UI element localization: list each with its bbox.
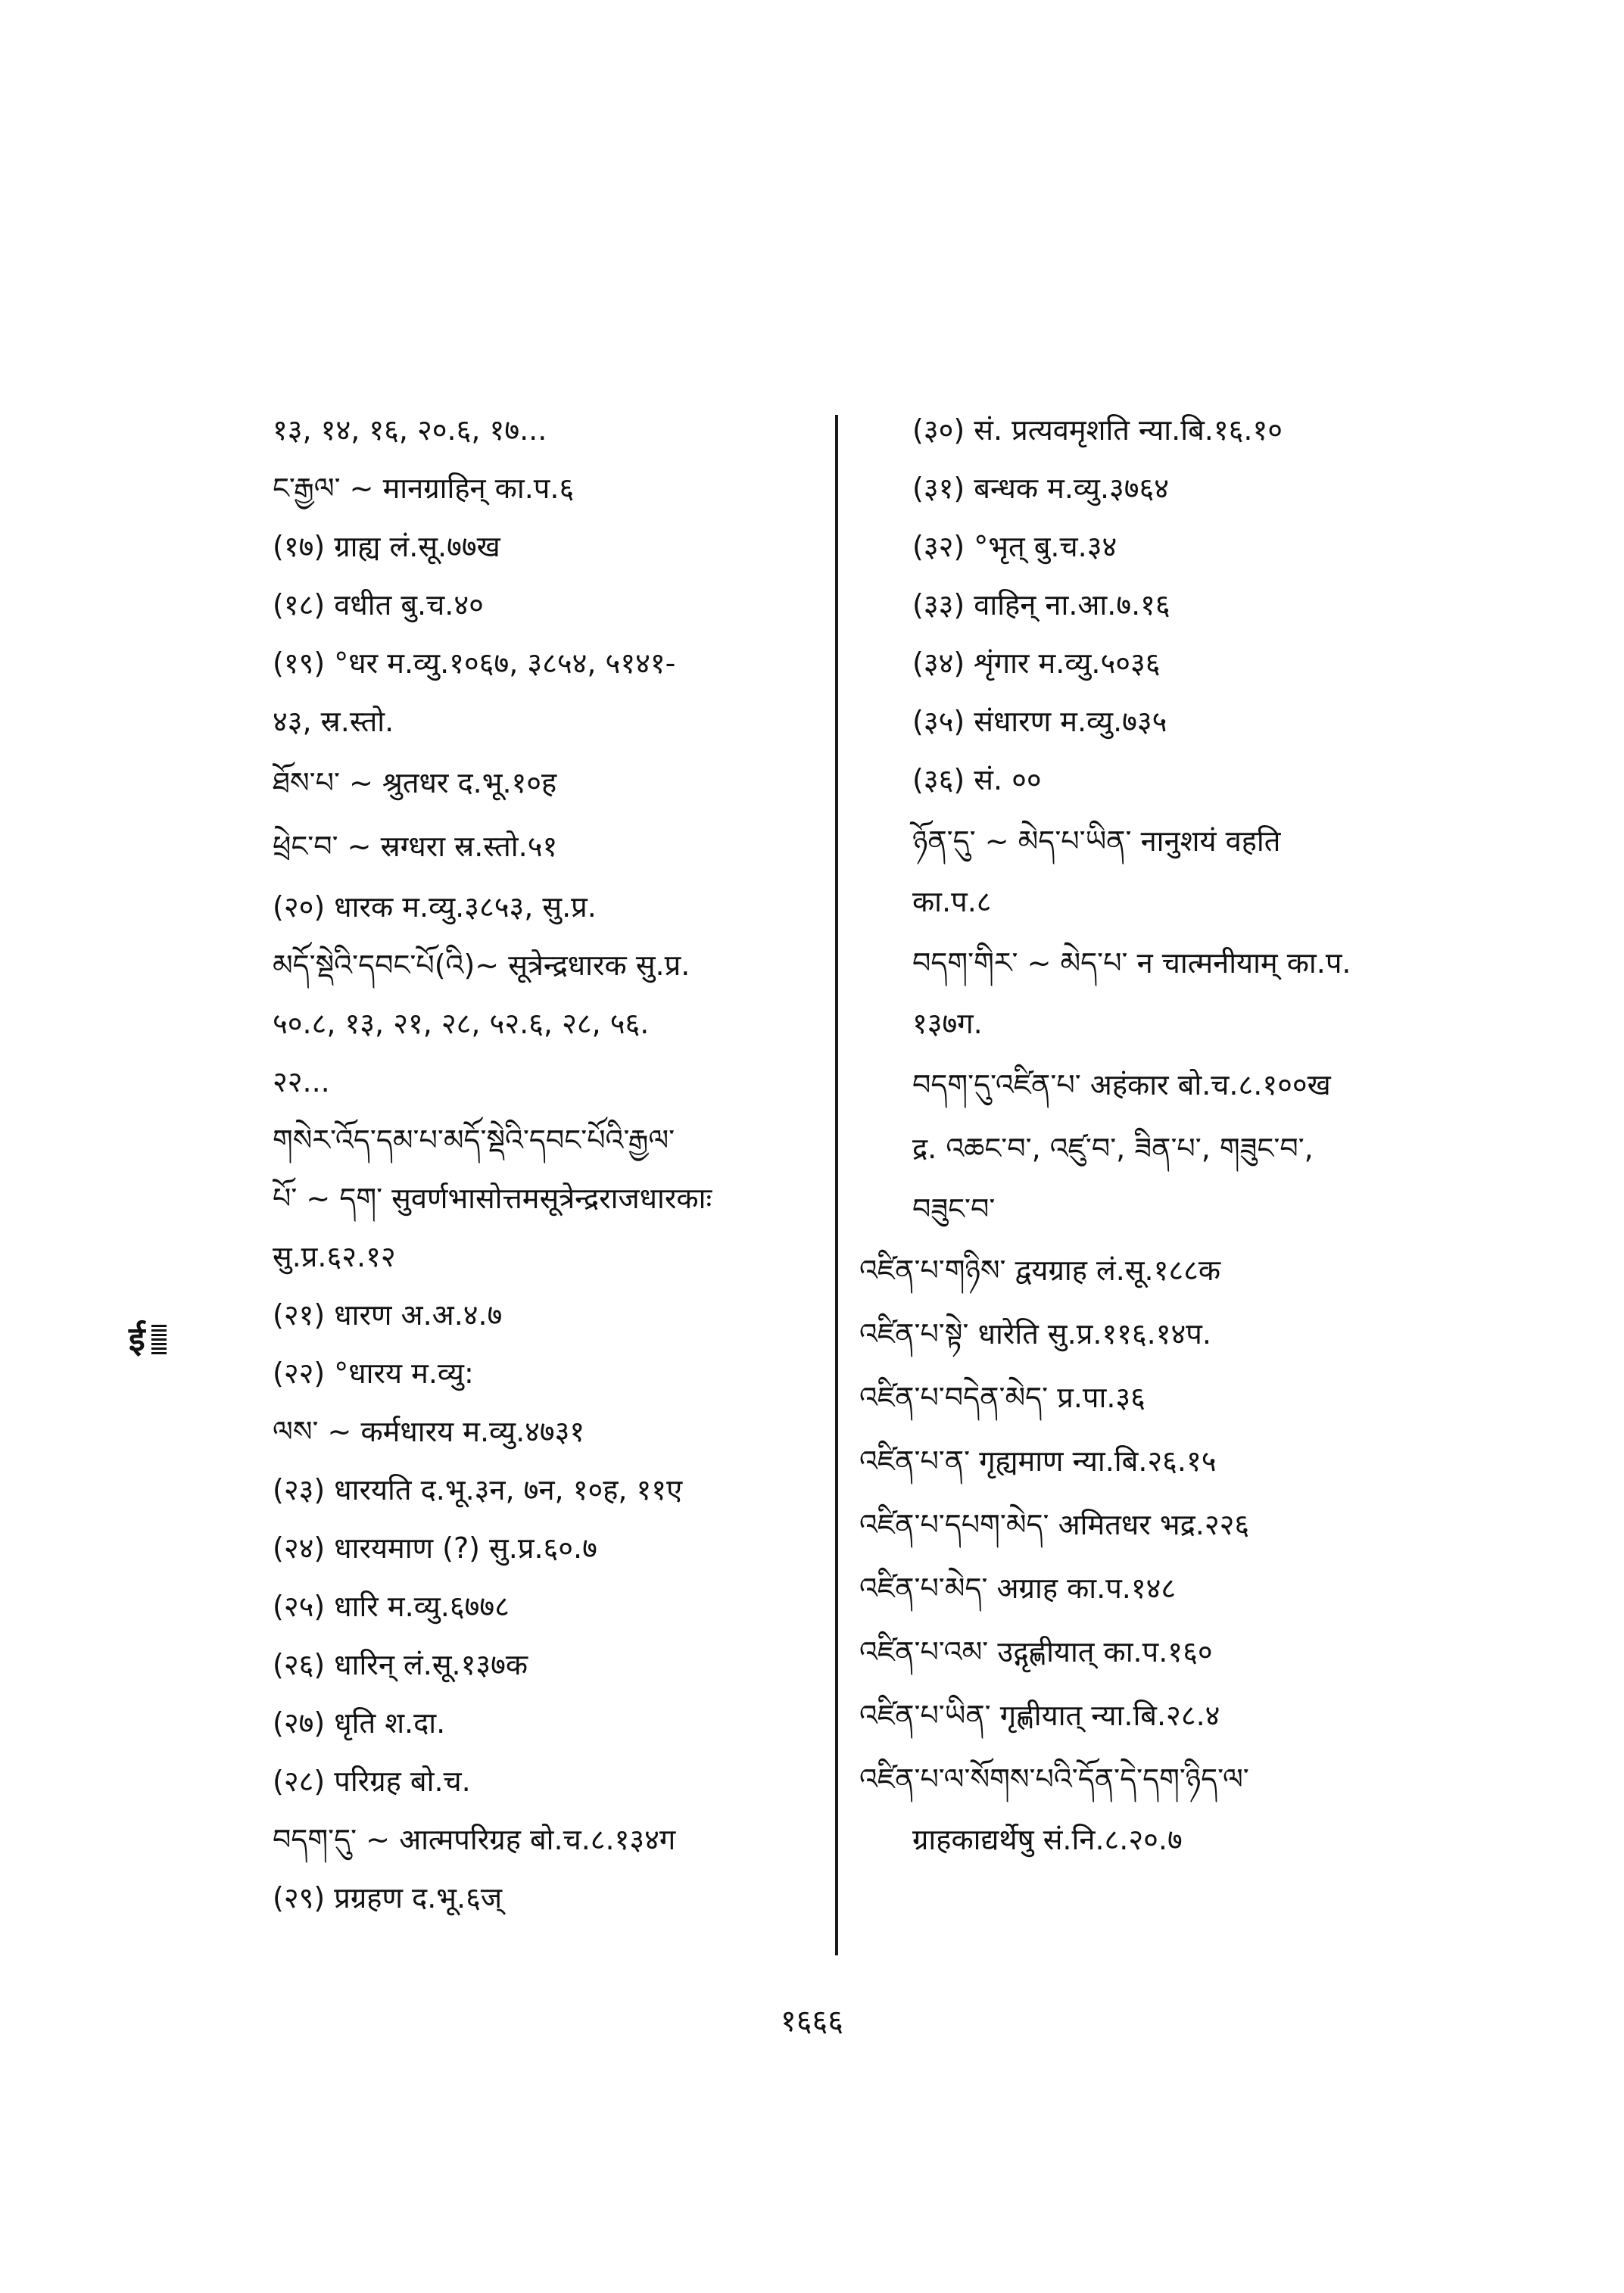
entry-line: འཛིན་པ་འམ་ उद्गृह्णीयात् का.प.१६० <box>859 1635 1213 1668</box>
entry-line: འཛིན་པ་ཡིན་ गृह्णीयात् न्या.बि.२८.४ <box>859 1699 1220 1732</box>
entry-line: འཛིན་པ་བདེན་མེད་ प्र.पा.३६ <box>859 1381 1146 1414</box>
entry-line: པོ་ ~ དག་ सुवर्णभासोत्तमसूत्रेन्द्रराजधारकाः <box>273 1182 712 1215</box>
entry-line: (२१) धारण अ.अ.४.७ <box>273 1298 503 1332</box>
entry-line: (३२) °भृत् बु.च.३४ <box>912 530 1117 563</box>
entry-line: ཉོན་དུ་ ~ མེད་པ་ཡིན་ नानुशयं वहति <box>912 824 1281 858</box>
entry-line: བདག་དུ་ ~ आत्मपरिग्रह बो.च.८.१३४ग <box>273 1823 676 1856</box>
entry-line: ५०.८, १३, २१, २८, ५२.६, २८, ५६. <box>273 1007 650 1040</box>
entry-line: (२८) परिग्रह बो.च. <box>273 1765 471 1798</box>
entry-line: བཟུང་བ་ <box>912 1192 996 1226</box>
entry-line: (१८) वधीत बु.च.४० <box>273 588 484 622</box>
side-index-bars-icon <box>151 1325 167 1355</box>
entry-line: १३, १४, १६, २०.६, १७... <box>273 413 547 447</box>
entry-line: (१९) °धर म.व्यु.१०६७, ३८५४, ५१४१- <box>273 646 676 680</box>
entry-line: (३०) सं. प्रत्यवमृशति न्या.बि.१६.१० <box>912 413 1283 447</box>
entry-line: (२४) धारयमाण (?) सु.प्र.६०.७ <box>273 1531 597 1565</box>
entry-line: ग्राहकाद्यर्थेषु सं.नि.८.२०.७ <box>912 1823 1183 1856</box>
left-column <box>273 401 818 1927</box>
entry-line: का.प.८ <box>912 885 992 918</box>
entry-line: (२९) प्रग्रहण द.भू.६ज् <box>273 1881 503 1914</box>
entry-line: (३५) संधारण म.व्यु.७३५ <box>912 705 1167 738</box>
page-number: १६६६ <box>780 2004 844 2039</box>
entry-line: མདོ་སྡེའི་དབང་པོ(འི)~ सूत्रेन्द्रधारक सु.प्र. <box>273 949 690 982</box>
entry-line: འཛིན་པ་སྟེ་ धारेति सु.प्र.११६.१४प. <box>859 1317 1211 1351</box>
entry-line: གསེར་འོད་དམ་པ་མདོ་སྡེའི་དབང་པོའི་རྒྱལ་ <box>273 1123 675 1157</box>
entry-line: ४३, स्र.स्तो. <box>273 705 394 738</box>
entry-line: (३६) सं. ०० <box>912 763 1042 796</box>
entry-line: འཛིན་པ་མེད་ अग्राह का.प.१४८ <box>859 1572 1177 1605</box>
side-index-letter: ई <box>129 1320 145 1359</box>
entry-line: འཛིན་པ་ལ་སོགས་པའི་དོན་དེ་དག་ཉིད་ལ་ <box>859 1762 1249 1796</box>
entry-line: ཐོས་པ་ ~ श्रुतधर द.भू.१०ह <box>273 766 557 799</box>
entry-line: (२६) धारिन् लं.सू.१३७क <box>273 1648 528 1681</box>
entry-line: सु.प्र.६२.१२ <box>273 1240 396 1273</box>
side-index-mark <box>129 1317 174 1363</box>
entry-line: (२०) धारक म.व्यु.३८५३, सु.प्र. <box>273 890 597 924</box>
entry-line: (३४) शृंगार म.व्यु.५०३६ <box>912 646 1161 680</box>
column-divider <box>835 415 838 1955</box>
entry-line: १३७ग. <box>912 1007 983 1040</box>
entry-line: (२३) धारयति द.भू.३न, ७न, १०ह, ११ए <box>273 1473 683 1506</box>
entry-line: २२... <box>273 1065 330 1098</box>
entry-line: འཛིན་པ་གཉིས་ द्वयग्राह लं.सू.१८८क <box>859 1254 1221 1287</box>
entry-line: द्र. འཆང་བ་, འཛུ་བ་, ཟིན་པ་, གཟུང་བ་, <box>912 1132 1314 1165</box>
entry-line: (३३) वाहिन् ना.आ.७.१६ <box>912 588 1170 622</box>
entry-line: ལས་ ~ कर्मधारय म.व्यु.४७३१ <box>273 1415 585 1448</box>
entry-line: (३१) बन्धक म.व्यु.३७६४ <box>912 472 1170 505</box>
entry-line: (२७) धृति श.दा. <box>273 1706 446 1740</box>
entry-line: བདག་གིར་ ~ མེད་པ་ न चात्मनीयाम् का.प. <box>912 946 1351 980</box>
entry-line: བདག་དུ་འཛིན་པ་ अहंकार बो.च.८.१००ख <box>912 1068 1331 1101</box>
right-column <box>859 401 1480 1869</box>
entry-line: (१७) ग्राह्य लं.सू.७७ख <box>273 530 500 563</box>
entry-line: འཛིན་པ་ན་ गृह्यमाण न्या.बि.२६.१५ <box>859 1444 1217 1478</box>
entry-line: (२५) धारि म.व्यु.६७७८ <box>273 1590 510 1623</box>
entry-line: ང་རྒྱལ་ ~ मानग्राहिन् का.प.६ <box>273 472 575 505</box>
entry-line: (२२) °धारय म.व्यु: <box>273 1357 474 1390</box>
entry-line: འཛིན་པ་དཔག་མེད་ अमितधर भद्र.२२६ <box>859 1508 1250 1541</box>
entry-line: ཕྲེང་བ་ ~ स्रग्धरा स्र.स्तो.५१ <box>273 830 558 863</box>
